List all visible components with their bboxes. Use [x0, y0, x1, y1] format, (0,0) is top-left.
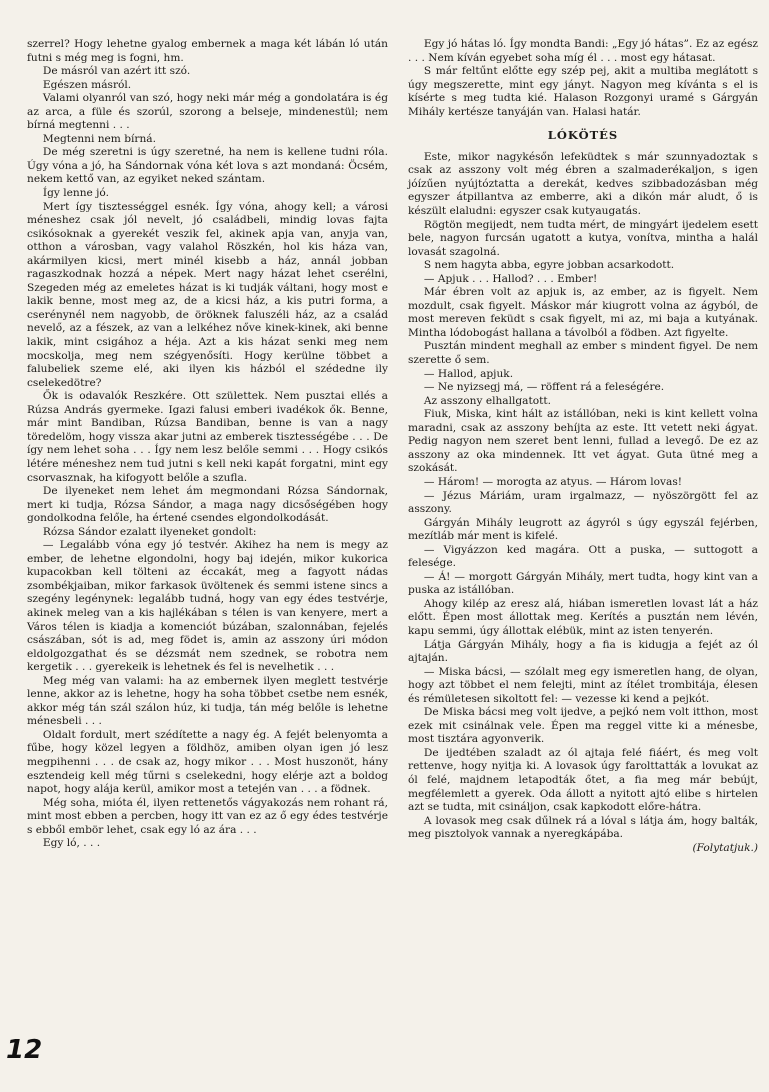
- continuation-note: (Folytatjuk.): [692, 841, 758, 854]
- paragraph: Egy ló, . . .: [42, 837, 101, 850]
- paragraph: Már ébren volt az apjuk is, az ember, az is figyelt. Nem mozdult, csak figyelt. Máskor már kiugrott volna az ágyból, de most mereven feküdt s csak figyelt, mi az, mi baja a kutyának. Mintha lódobogást hallana a távolból a födben. Azt figyelte.: [408, 286, 758, 339]
- paragraph: De Miska bácsi meg volt ijedve, a pejkó nem volt itthon, most ezek mit csinálnak vele. Épen ma reggel vitte ki a ménesbe, most tisztára agyonverik.: [408, 706, 758, 746]
- paragraph: — Ne nyizsegj má, — röffent rá a feleségére.: [423, 381, 665, 394]
- paragraph: — Hallod, apjuk.: [423, 367, 514, 380]
- paragraph: De még szeretni is úgy szeretné, ha nem is kellene tudni róla. Úgy vóna a jó, ha Sándornak vóna két lova s azt mondaná: Öcsém, nekem kettő van, az egyiket neked szántam.: [27, 146, 388, 186]
- paragraph: — Apjuk . . . Hallod? . . . Ember!: [423, 272, 598, 285]
- paragraph: Az asszony elhallgatott.: [423, 394, 552, 407]
- paragraph: — Á! — morgott Gárgyán Mihály, mert tudta, hogy kint van a puska az istállóban.: [408, 570, 758, 597]
- paragraph: S már feltűnt előtte egy szép pej, akit a multiba meglátott s úgy megszerette, mint egy jányt. Nagyon meg kívánta s el is kísérte s meg tudta kié. Halason Rozgonyi uramé s Gárgyán Mihály kertésze tanyáján van. Halasi határ.: [408, 65, 758, 118]
- paragraph: — Jézus Máriám, uram irgalmazz, — nyöszörgött fel az asszony.: [408, 489, 758, 516]
- paragraph: Még soha, mióta él, ilyen rettenetős vágyakozás nem rohant rá, mint most ebben a percben, hogy itt van ez az ő egy édes testvérje s ebből embör lehet, csak egy ló az ára . . .: [27, 796, 388, 836]
- right-column-story: [408, 151, 758, 842]
- paragraph: Megtenni nem bírná.: [42, 132, 156, 145]
- paragraph: — Vigyázzon ked magára. Ott a puska, — suttogott a felesége.: [408, 543, 758, 570]
- section-title: LÓKÖTÉS: [547, 128, 619, 143]
- paragraph: Így lenne jó.: [42, 187, 109, 200]
- paragraph: Gárgyán Mihály leugrott az ágyról s úgy egyszál fejérben, mezítláb már ment is kifelé.: [408, 516, 758, 543]
- paragraph: Este, mikor nagykésőn lefeküdtek s már szunnyadoztak s csak az asszony volt még ébren a szalmaderékaljon, s igen jóízűen nyújtóztatta a derekát, kedves szibbadozásban még egyszer átpillantva az emberre, aki a dikón már aludt, ő is készült elaludni: egyszer csak kutyaugatás.: [408, 150, 758, 218]
- right-column-intro: [408, 38, 758, 119]
- paragraph: De másról van azért itt szó.: [42, 65, 191, 78]
- paragraph: Ahogy kilép az eresz alá, hiában ismeretlen lovast lát a ház előtt. Épen most állottak meg. Kerítés a pusztán nem lévén, kapu semmi, úgy állottak elébük, mint az isten tenyerén.: [408, 597, 758, 637]
- paragraph: szerrel? Hogy lehetne gyalog embernek a maga két lábán ló után futni s még meg is fogni, hm.: [27, 38, 388, 64]
- page-number: 12: [6, 1035, 43, 1065]
- paragraph: De ilyeneket nem lehet ám megmondani Rózsa Sándornak, mert ki tudja, Rózsa Sándor, a maga nagy dicsőségében hogy gondolkodna felőle, ha értené csendes elgondolkodását.: [27, 485, 388, 525]
- paragraph: — Három! — morogta az atyus. — Három lovas!: [423, 475, 683, 488]
- paragraph: Pusztán mindent meghall az ember s mindent figyel. De nem szerette ő sem.: [408, 340, 758, 367]
- paragraph: — Miska bácsi, — szólalt meg egy ismeretlen hang, de olyan, hogy azt többet el nem felejti, mint az ítélet trombitája, élesen és rémületesen sikoltott fel: — vezesse ki kend a pejkót.: [408, 665, 758, 705]
- paragraph: Valami olyanról van szó, hogy neki már még a gondolatára is ég az arca, a füle és szorúl, szorong a belseje, mindenestül; nem bírná megtenni . . .: [27, 92, 388, 132]
- paragraph: Egészen másról.: [42, 78, 132, 91]
- left-column: [27, 38, 388, 851]
- paragraph: — Legalább vóna egy jó testvér. Akihez ha nem is megy az ember, de lehetne elgondolni, hogy baj idején, mikor kukorica kupacokban kell tölteni az éccakát, meg a fagyott nádas zsombékjaiban, mikor farkasok üvöltenek és semmi istene sincs a szegény legénynek: legalább tudná, hogy van egy édes testvérje, akinek meleg van a kis hajlékában s télen is van kenyere, mert a Város télen is kiadja a komenciót búzában, szalonnában, fejelés császában, sót is ad, meg födet is, amin az asszony úri módon eldolgozgathat és se dézsmát nem szednek, se robotra nem kergetik . . . gyerekeik is lehetnek és fel is nevelhetik . . .: [27, 539, 388, 674]
- paragraph: Látja Gárgyán Mihály, hogy a fia is kidugja a fejét az ól ajtaján.: [408, 638, 758, 665]
- paragraph: Meg még van valami: ha az embernek ilyen meglett testvérje lenne, akkor az is lehetne, hogy ha soha többet csetbe nem esnék, akkor még tán szál szálon húz, ki tudja, tán még belőle is lehetne ménesbeli . . .: [27, 674, 388, 728]
- paragraph: Ők is odavalók Reszkére. Ott születtek. Nem pusztai ellés a Rúzsa András gyermeke. Igazi falusi emberi ivadékok ők. Benne, már mint Bandiban, Rúzsa Bandiban, benne is van a nagy töredelöm, hogy vissza akar jutni az emberek tisztességébe . . . De így nem lehet soha . . . Így nem lesz belőle semmi . . . Hogy csikós létére méneshez nem tud jutni s kell neki kapát forgatni, mint egy csorvasznak, ha kifogyott belőle a szufla.: [27, 390, 388, 484]
- right-column: [408, 38, 758, 855]
- paragraph: Oldalt fordult, mert szédítette a nagy ég. A fejét belenyomta a fűbe, hogy közel legyen a földhöz, amiben olyan igen jó lesz megpihenni . . . de csak az, hogy mikor . . . Most huszonöt, hány esztendeig kell még tűrni s cselekedni, hogy elérje azt a boldog napot, hogy alája kerül, amikor most a tetején van . . . a födnek.: [27, 728, 388, 796]
- paragraph: De ijedtében szaladt az ól ajtaja felé fiáért, és meg volt rettenve, hogy nyitja ki. A lovasok úgy farolttatták a lovukat az ól felé, majdnem letapodták őtet, a fia meg már bebújt, megfélemlett a gyerek. Oda állott a nyitott ajtó elibe s hirtelen azt se tudta, mit csináljon, csak kapkodott előre-hátra.: [408, 746, 758, 814]
- paragraph: Egy jó hátas ló. Így mondta Bandi: „Egy jó hátas”. Ez az egész . . . Nem kíván egyebet soha míg él . . . most egy hátasat.: [408, 38, 758, 64]
- paragraph: Rózsa Sándor ezalatt ilyeneket gondolt:: [42, 525, 257, 538]
- paragraph: Mert így tisztességgel esnék. Így vóna, ahogy kell; a városi méneshez csak jól nevelt, jó családbeli, mindig lovas fajta csikósoknak a gyerekét veszik fel, akinek apja van, anyja van, otthon a városban, vagy valahol Röszkén, hol kis háza van, akármilyen kicsi, mert minél kisebb a ház, annál jobban ragaszkodnak hozzá a népek. Mert nagy házat lehet cserélni, Szegeden még az emeletes házat is ki tudják váltani, hogy most e lakik benne, most meg az, de a kicsi ház, a kis putri forma, a cserénynél nem nagyobb, de öröknek faluszéli ház, az a család nevelő, az a fészek, az van a lelkéhez nőve kinek-kinek, aki benne lakik, mint csigához a héja. Azt a kis házat senki meg nem mocskolja, meg nem szégyenősíti. Hogy kerülne többet a falubeliek szeme elé, aki ilyen kis házból el szédedne ily cselekedötre?: [27, 200, 388, 389]
- paragraph: A lovasok meg csak dűlnek rá a lóval s látja ám, hogy balták, meg pisztolyok vannak a nyeregkápába.: [408, 814, 758, 841]
- paragraph: Rögtön megijedt, nem tudta mért, de mingyárt ijedelem esett bele, nagyon furcsán ugatott a kutya, vonítva, mintha a halál lovasát szagolná.: [408, 218, 758, 258]
- paragraph: S nem hagyta abba, egyre jobban acsarkodott.: [423, 259, 675, 272]
- paragraph: Fiuk, Miska, kint hált az istállóban, neki is kint kellett volna maradni, csak az asszony behíjta az este. Itt vetett neki ágyat. Pedig nagyon nem szeret bent lenni, fullad a levegő. De ez az asszony az oka mindennek. Itt vet ágyat. Guta ütné meg a szokását.: [408, 408, 758, 475]
